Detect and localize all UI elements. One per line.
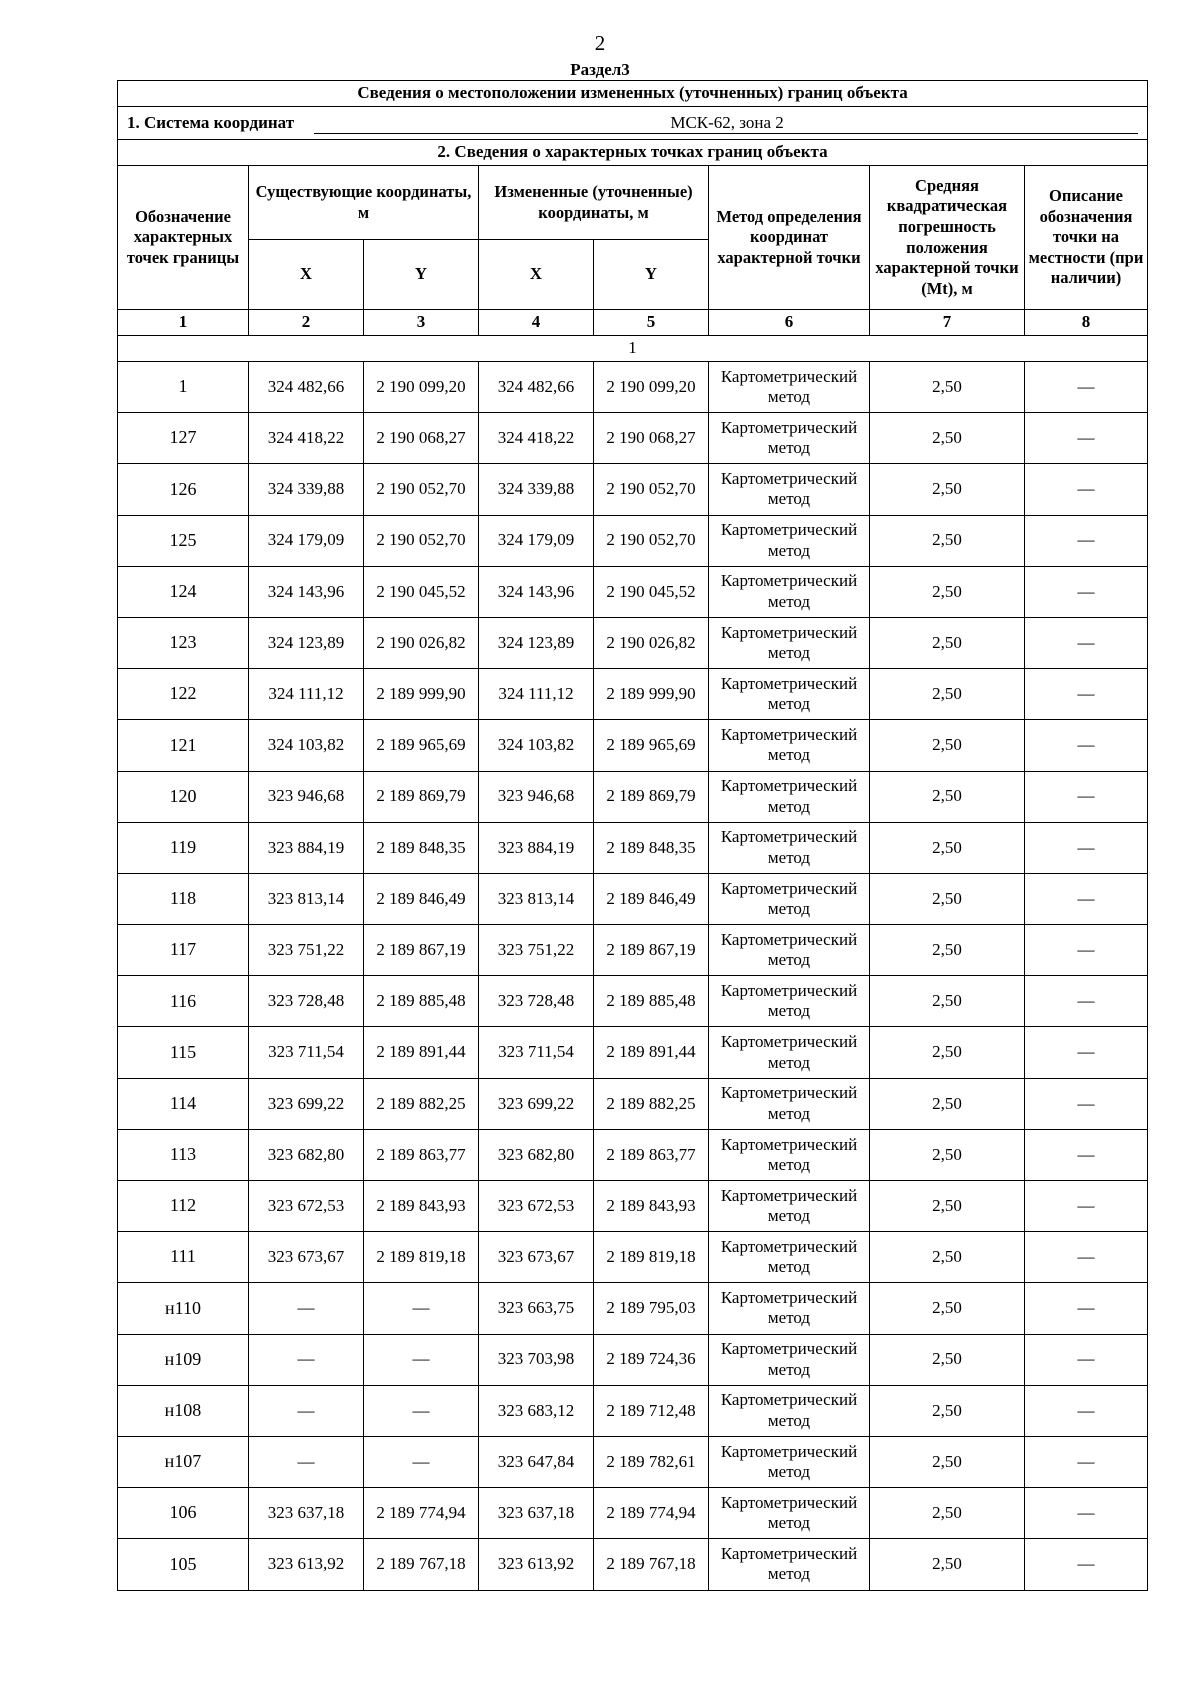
changed-x: 323 673,67 (479, 1232, 594, 1283)
method: Картометрический метод (709, 566, 870, 617)
table-row (118, 1078, 1148, 1129)
existing-y: 2 189 891,44 (364, 1027, 479, 1078)
existing-y: — (364, 1283, 479, 1334)
point-description: — (1025, 464, 1148, 515)
changed-y: 2 190 068,27 (594, 413, 709, 464)
existing-y: 2 189 843,93 (364, 1181, 479, 1232)
changed-y: 2 190 026,82 (594, 617, 709, 668)
point-designation: н109 (118, 1334, 249, 1385)
existing-y: 2 189 869,79 (364, 771, 479, 822)
mean-error: 2,50 (870, 362, 1025, 413)
method: Картометрический метод (709, 720, 870, 771)
table-row (118, 1539, 1148, 1590)
method: Картометрический метод (709, 1385, 870, 1436)
header-existing-y: Y (364, 240, 479, 310)
method: Картометрический метод (709, 1334, 870, 1385)
point-description: — (1025, 1283, 1148, 1334)
header-description: Описание обозначения точки на местности (при наличии) (1025, 166, 1148, 310)
method: Картометрический метод (709, 873, 870, 924)
existing-x: 323 672,53 (249, 1181, 364, 1232)
existing-x: 323 884,19 (249, 822, 364, 873)
existing-y: 2 190 099,20 (364, 362, 479, 413)
point-designation: 1 (118, 362, 249, 413)
method: Картометрический метод (709, 669, 870, 720)
group-label: 1 (118, 336, 1148, 362)
mean-error: 2,50 (870, 925, 1025, 976)
changed-y: 2 189 846,49 (594, 873, 709, 924)
page-number: 2 (594, 31, 606, 55)
point-designation: 122 (118, 669, 249, 720)
mean-error: 2,50 (870, 464, 1025, 515)
changed-x: 324 418,22 (479, 413, 594, 464)
changed-y: 2 189 965,69 (594, 720, 709, 771)
existing-x: 323 613,92 (249, 1539, 364, 1590)
changed-x: 324 339,88 (479, 464, 594, 515)
point-description: — (1025, 1539, 1148, 1590)
mean-error: 2,50 (870, 566, 1025, 617)
existing-x: 323 751,22 (249, 925, 364, 976)
changed-y: 2 189 867,19 (594, 925, 709, 976)
existing-x: 324 482,66 (249, 362, 364, 413)
changed-x: 323 672,53 (479, 1181, 594, 1232)
table-row (118, 873, 1148, 924)
point-designation: н110 (118, 1283, 249, 1334)
header-changed-x: X (479, 240, 594, 310)
existing-x: 323 813,14 (249, 873, 364, 924)
table-row (118, 464, 1148, 515)
table-row (118, 925, 1148, 976)
existing-y: — (364, 1334, 479, 1385)
existing-x: 324 143,96 (249, 566, 364, 617)
mean-error: 2,50 (870, 1539, 1025, 1590)
method: Картометрический метод (709, 771, 870, 822)
point-description: — (1025, 771, 1148, 822)
method: Картометрический метод (709, 1129, 870, 1180)
existing-y: — (364, 1436, 479, 1487)
existing-y: 2 189 848,35 (364, 822, 479, 873)
changed-x: 324 111,12 (479, 669, 594, 720)
existing-x: 324 339,88 (249, 464, 364, 515)
changed-y: 2 189 863,77 (594, 1129, 709, 1180)
existing-x: 323 728,48 (249, 976, 364, 1027)
changed-y: 2 189 848,35 (594, 822, 709, 873)
existing-y: — (364, 1385, 479, 1436)
column-number: 8 (1025, 310, 1148, 336)
changed-x: 323 751,22 (479, 925, 594, 976)
point-description: — (1025, 515, 1148, 566)
existing-x: — (249, 1385, 364, 1436)
column-number: 5 (594, 310, 709, 336)
column-number: 1 (118, 310, 249, 336)
point-designation: 126 (118, 464, 249, 515)
changed-x: 323 699,22 (479, 1078, 594, 1129)
table-row (118, 617, 1148, 668)
point-description: — (1025, 362, 1148, 413)
existing-y: 2 189 846,49 (364, 873, 479, 924)
table-row (118, 1129, 1148, 1180)
mean-error: 2,50 (870, 1129, 1025, 1180)
header-existing-x: X (249, 240, 364, 310)
point-description: — (1025, 413, 1148, 464)
existing-x: 323 699,22 (249, 1078, 364, 1129)
point-description: — (1025, 1129, 1148, 1180)
mean-error: 2,50 (870, 1027, 1025, 1078)
header-changed-y: Y (594, 240, 709, 310)
header-method: Метод определения координат характерной точки (709, 166, 870, 310)
existing-x: 324 103,82 (249, 720, 364, 771)
changed-x: 323 711,54 (479, 1027, 594, 1078)
existing-y: 2 190 045,52 (364, 566, 479, 617)
table-row (118, 1232, 1148, 1283)
point-description: — (1025, 720, 1148, 771)
point-description: — (1025, 1181, 1148, 1232)
point-designation: 121 (118, 720, 249, 771)
changed-y: 2 189 885,48 (594, 976, 709, 1027)
existing-y: 2 189 882,25 (364, 1078, 479, 1129)
point-designation: 118 (118, 873, 249, 924)
changed-x: 324 143,96 (479, 566, 594, 617)
mean-error: 2,50 (870, 822, 1025, 873)
table-row (118, 669, 1148, 720)
header-error: Средняя квадратическая погрешность положения характерной точки (Mt), м (870, 166, 1025, 310)
changed-x: 323 682,80 (479, 1129, 594, 1180)
existing-y: 2 190 026,82 (364, 617, 479, 668)
column-number: 4 (479, 310, 594, 336)
existing-x: 324 179,09 (249, 515, 364, 566)
table-row (118, 720, 1148, 771)
point-designation: 123 (118, 617, 249, 668)
point-description: — (1025, 822, 1148, 873)
point-description: — (1025, 1027, 1148, 1078)
point-description: — (1025, 1436, 1148, 1487)
existing-y: 2 189 965,69 (364, 720, 479, 771)
existing-y: 2 189 767,18 (364, 1539, 479, 1590)
method: Картометрический метод (709, 1027, 870, 1078)
existing-y: 2 190 052,70 (364, 515, 479, 566)
method: Картометрический метод (709, 822, 870, 873)
changed-y: 2 189 882,25 (594, 1078, 709, 1129)
mean-error: 2,50 (870, 515, 1025, 566)
method: Картометрический метод (709, 1283, 870, 1334)
existing-x: — (249, 1436, 364, 1487)
table-row (118, 822, 1148, 873)
method: Картометрический метод (709, 1436, 870, 1487)
point-description: — (1025, 1078, 1148, 1129)
mean-error: 2,50 (870, 1078, 1025, 1129)
point-description: — (1025, 1232, 1148, 1283)
existing-x: 324 111,12 (249, 669, 364, 720)
point-designation: 127 (118, 413, 249, 464)
column-number: 7 (870, 310, 1025, 336)
point-designation: 113 (118, 1129, 249, 1180)
changed-y: 2 189 774,94 (594, 1488, 709, 1539)
coord-system-value: МСК-62, зона 2 (314, 113, 1138, 134)
changed-y: 2 190 099,20 (594, 362, 709, 413)
method: Картометрический метод (709, 515, 870, 566)
changed-x: 323 613,92 (479, 1539, 594, 1590)
subsection-title: 2. Сведения о характерных точках границ объекта (118, 140, 1148, 166)
changed-y: 2 189 999,90 (594, 669, 709, 720)
changed-y: 2 189 843,93 (594, 1181, 709, 1232)
mean-error: 2,50 (870, 1181, 1025, 1232)
point-designation: 115 (118, 1027, 249, 1078)
changed-x: 324 179,09 (479, 515, 594, 566)
point-description: — (1025, 566, 1148, 617)
mean-error: 2,50 (870, 669, 1025, 720)
point-designation: 112 (118, 1181, 249, 1232)
table-row (118, 1385, 1148, 1436)
existing-x: 323 946,68 (249, 771, 364, 822)
column-number: 6 (709, 310, 870, 336)
point-designation: 116 (118, 976, 249, 1027)
changed-x: 323 637,18 (479, 1488, 594, 1539)
mean-error: 2,50 (870, 617, 1025, 668)
changed-x: 324 482,66 (479, 362, 594, 413)
mean-error: 2,50 (870, 1488, 1025, 1539)
changed-y: 2 189 795,03 (594, 1283, 709, 1334)
existing-y: 2 189 774,94 (364, 1488, 479, 1539)
existing-y: 2 189 819,18 (364, 1232, 479, 1283)
mean-error: 2,50 (870, 976, 1025, 1027)
existing-x: — (249, 1334, 364, 1385)
mean-error: 2,50 (870, 720, 1025, 771)
existing-x: — (249, 1283, 364, 1334)
point-designation: 125 (118, 515, 249, 566)
table-row (118, 1488, 1148, 1539)
mean-error: 2,50 (870, 873, 1025, 924)
table-title: Сведения о местоположении измененных (уточненных) границ объекта (118, 81, 1148, 107)
changed-x: 323 946,68 (479, 771, 594, 822)
changed-y: 2 190 045,52 (594, 566, 709, 617)
column-number: 3 (364, 310, 479, 336)
method: Картометрический метод (709, 1539, 870, 1590)
header-designation: Обозначение характерных точек границы (118, 166, 249, 310)
coord-system-row (118, 107, 1148, 140)
changed-x: 323 813,14 (479, 873, 594, 924)
point-designation: 124 (118, 566, 249, 617)
point-designation: 111 (118, 1232, 249, 1283)
changed-y: 2 190 052,70 (594, 464, 709, 515)
method: Картометрический метод (709, 925, 870, 976)
point-designation: 114 (118, 1078, 249, 1129)
table-row (118, 515, 1148, 566)
changed-y: 2 189 891,44 (594, 1027, 709, 1078)
table-row (118, 1181, 1148, 1232)
changed-x: 323 647,84 (479, 1436, 594, 1487)
mean-error: 2,50 (870, 413, 1025, 464)
existing-y: 2 190 068,27 (364, 413, 479, 464)
method: Картометрический метод (709, 976, 870, 1027)
point-description: — (1025, 1385, 1148, 1436)
table-row (118, 976, 1148, 1027)
existing-x: 323 711,54 (249, 1027, 364, 1078)
existing-y: 2 189 885,48 (364, 976, 479, 1027)
table-row (118, 413, 1148, 464)
changed-x: 324 103,82 (479, 720, 594, 771)
point-description: — (1025, 669, 1148, 720)
changed-x: 323 703,98 (479, 1334, 594, 1385)
point-description: — (1025, 1488, 1148, 1539)
point-designation: 120 (118, 771, 249, 822)
existing-y: 2 190 052,70 (364, 464, 479, 515)
table-row (118, 1027, 1148, 1078)
point-designation: 117 (118, 925, 249, 976)
existing-y: 2 189 999,90 (364, 669, 479, 720)
method: Картометрический метод (709, 1078, 870, 1129)
mean-error: 2,50 (870, 1436, 1025, 1487)
changed-x: 323 663,75 (479, 1283, 594, 1334)
mean-error: 2,50 (870, 771, 1025, 822)
changed-y: 2 189 819,18 (594, 1232, 709, 1283)
method: Картометрический метод (709, 362, 870, 413)
point-designation: н107 (118, 1436, 249, 1487)
header-existing-coords: Существующие координаты, м (249, 166, 479, 240)
changed-y: 2 189 712,48 (594, 1385, 709, 1436)
method: Картометрический метод (709, 1232, 870, 1283)
changed-x: 323 683,12 (479, 1385, 594, 1436)
point-description: — (1025, 1334, 1148, 1385)
point-designation: 119 (118, 822, 249, 873)
mean-error: 2,50 (870, 1385, 1025, 1436)
point-designation: н108 (118, 1385, 249, 1436)
table-row (118, 1334, 1148, 1385)
existing-x: 323 637,18 (249, 1488, 364, 1539)
existing-x: 323 682,80 (249, 1129, 364, 1180)
changed-x: 324 123,89 (479, 617, 594, 668)
changed-x: 323 728,48 (479, 976, 594, 1027)
point-description: — (1025, 976, 1148, 1027)
point-designation: 105 (118, 1539, 249, 1590)
table-row (118, 1283, 1148, 1334)
mean-error: 2,50 (870, 1232, 1025, 1283)
changed-y: 2 190 052,70 (594, 515, 709, 566)
existing-y: 2 189 867,19 (364, 925, 479, 976)
point-description: — (1025, 873, 1148, 924)
changed-y: 2 189 724,36 (594, 1334, 709, 1385)
mean-error: 2,50 (870, 1283, 1025, 1334)
changed-y: 2 189 869,79 (594, 771, 709, 822)
header-changed-coords: Измененные (уточненные) координаты, м (479, 166, 709, 240)
changed-y: 2 189 767,18 (594, 1539, 709, 1590)
existing-x: 323 673,67 (249, 1232, 364, 1283)
existing-y: 2 189 863,77 (364, 1129, 479, 1180)
changed-x: 323 884,19 (479, 822, 594, 873)
table-row (118, 771, 1148, 822)
boundary-points-table (117, 80, 1148, 1591)
point-description: — (1025, 617, 1148, 668)
method: Картометрический метод (709, 464, 870, 515)
method: Картометрический метод (709, 617, 870, 668)
mean-error: 2,50 (870, 1334, 1025, 1385)
method: Картометрический метод (709, 413, 870, 464)
table-row (118, 1436, 1148, 1487)
changed-y: 2 189 782,61 (594, 1436, 709, 1487)
existing-x: 324 418,22 (249, 413, 364, 464)
point-designation: 106 (118, 1488, 249, 1539)
coord-system-label: 1. Система координат (126, 112, 295, 132)
table-row (118, 566, 1148, 617)
existing-x: 324 123,89 (249, 617, 364, 668)
table-row (118, 362, 1148, 413)
method: Картометрический метод (709, 1488, 870, 1539)
point-description: — (1025, 925, 1148, 976)
column-number: 2 (249, 310, 364, 336)
method: Картометрический метод (709, 1181, 870, 1232)
section-title: Раздел3 (570, 60, 630, 79)
